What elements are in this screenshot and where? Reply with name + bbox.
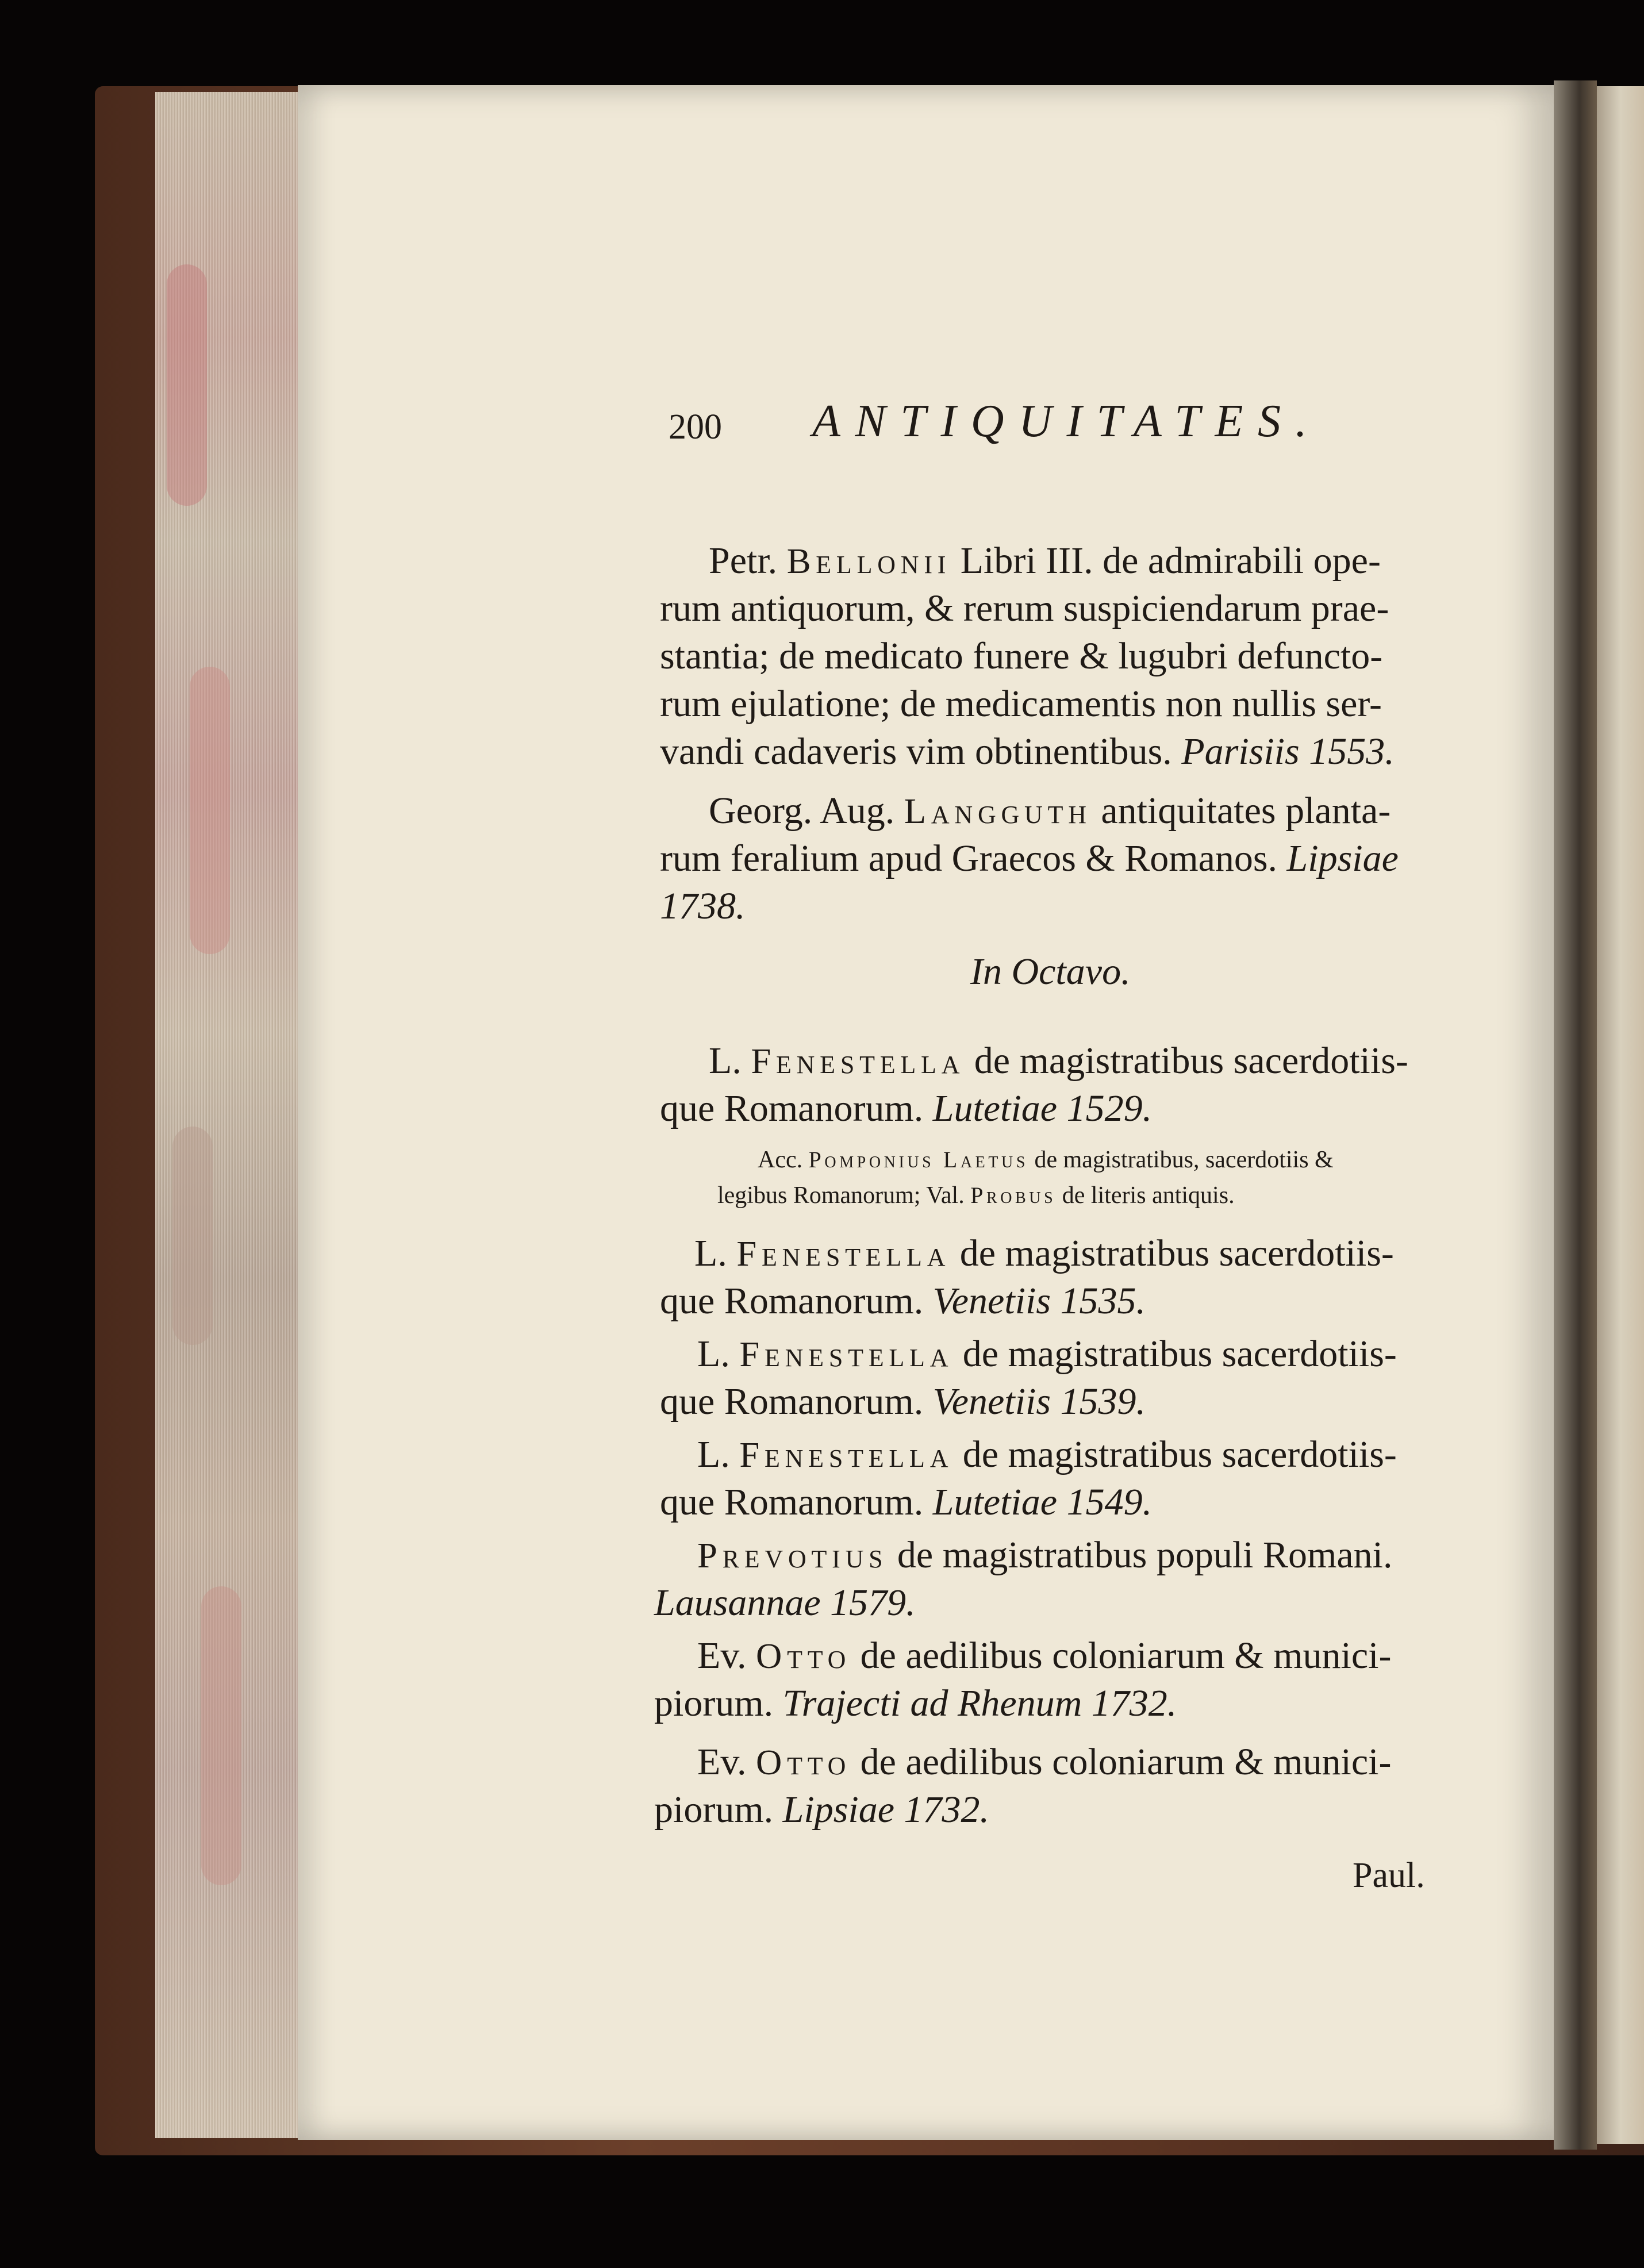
page-number: 200	[669, 408, 722, 447]
entry-text: L.	[697, 1433, 740, 1475]
entry-line	[660, 1481, 1152, 1524]
entry-line	[697, 1740, 1391, 1784]
author-name: Otto	[756, 1636, 851, 1676]
entry-text: que Romanorum.	[660, 1280, 933, 1322]
entry-line	[697, 1533, 1393, 1577]
entry-line	[660, 1380, 1146, 1424]
imprint: Lipsiae	[1286, 837, 1399, 879]
entry-text: de magistratibus populi Romani.	[888, 1534, 1393, 1576]
entry-text: Georg. Aug.	[709, 790, 904, 832]
entry-text: de magistratibus sacerdotiis-	[953, 1333, 1397, 1375]
entry-text: L.	[697, 1333, 740, 1375]
entry-line	[654, 1682, 1177, 1725]
entry-text: rum feralium apud Graecos & Romanos.	[660, 837, 1287, 879]
section-heading: In Octavo.	[970, 951, 1131, 993]
facing-page-edge	[1597, 86, 1644, 2144]
entry-line	[709, 1039, 1408, 1083]
entry-text: rum ejulatione; de medicamentis non nullis ser-	[660, 683, 1382, 725]
entry-line	[697, 1433, 1397, 1477]
entry-text: que Romanorum.	[660, 1087, 933, 1129]
entry-text: que Romanorum.	[660, 1481, 933, 1523]
entry-text: piorum.	[654, 1682, 783, 1724]
imprint: Venetiis 1539.	[932, 1381, 1146, 1423]
author-name: Fenestella	[751, 1041, 965, 1081]
entry-text: vandi cadaveris vim obtinentibus.	[660, 731, 1182, 772]
entry-line	[709, 789, 1391, 833]
gutter-shadow	[1554, 80, 1597, 2150]
entry-text: de literis antiquis.	[1056, 1182, 1235, 1209]
entry-text: que Romanorum.	[660, 1381, 933, 1423]
entry-line	[660, 837, 1399, 881]
entry-line	[654, 1581, 916, 1625]
imprint: Lutetiae 1549.	[932, 1481, 1153, 1523]
entry-text: L.	[709, 1040, 751, 1082]
author-name: Pomponius Laetus	[808, 1147, 1028, 1173]
entry-text: de magistratibus sacerdotiis-	[953, 1433, 1397, 1475]
entry-text: de magistratibus sacerdotiis-	[950, 1232, 1394, 1274]
author-name: Fenestella	[736, 1233, 951, 1274]
entry-text: legibus Romanorum; Val.	[717, 1182, 971, 1209]
author-name: Prevotius	[697, 1535, 888, 1575]
imprint: Venetiis 1535.	[932, 1280, 1146, 1322]
entry-text: rum antiquorum, & rerum suspiciendarum prae-	[660, 587, 1389, 629]
entry-line	[709, 539, 1381, 583]
imprint: Trajecti ad Rhenum 1732.	[782, 1682, 1177, 1724]
entry-text: Acc.	[758, 1147, 809, 1173]
entry-text: Ev.	[697, 1741, 756, 1783]
entry-text: de magistratibus sacerdotiis-	[965, 1040, 1408, 1082]
entry-line	[660, 587, 1389, 631]
imprint: Lausannae 1579.	[654, 1582, 916, 1624]
entry-text: de magistratibus, sacerdotiis &	[1028, 1147, 1334, 1173]
entry-line	[697, 1634, 1391, 1678]
imprint: Lutetiae 1529.	[932, 1087, 1153, 1129]
entry-line	[660, 885, 746, 928]
author-name: Fenestella	[739, 1435, 954, 1475]
entry-text: piorum.	[654, 1789, 783, 1831]
author-name: Bellonii	[786, 541, 951, 581]
author-name: Langguth	[904, 791, 1092, 831]
entry-text: Libri III. de admirabili ope-	[951, 540, 1381, 582]
entry-text: stantia; de medicato funere & lugubri defuncto-	[660, 635, 1383, 677]
author-name: Probus	[970, 1182, 1057, 1208]
entry-text: Ev.	[697, 1635, 756, 1677]
entry-text: Petr.	[709, 540, 787, 582]
entry-line	[660, 635, 1382, 678]
imprint: Parisiis 1553.	[1181, 731, 1395, 772]
entry-line	[660, 682, 1382, 726]
entry-line	[660, 1087, 1152, 1131]
entry-line	[758, 1146, 1334, 1174]
page	[298, 85, 1554, 2140]
entry-line	[694, 1232, 1394, 1275]
entry-line	[654, 1788, 989, 1832]
entry-line	[660, 730, 1395, 774]
author-name: Fenestella	[739, 1334, 954, 1374]
entry-text: L.	[694, 1232, 737, 1274]
author-name: Otto	[756, 1742, 851, 1782]
entry-line	[717, 1182, 1235, 1209]
imprint: Lipsiae 1732.	[782, 1789, 990, 1831]
entry-line	[660, 1279, 1146, 1323]
entry-text: de aedilibus coloniarum & munici-	[851, 1741, 1392, 1783]
running-title: ANTIQUITATES.	[812, 396, 1322, 447]
catchword: Paul.	[1353, 1856, 1425, 1895]
marbled-page-edge	[155, 92, 299, 2138]
entry-text: antiquitates planta-	[1091, 790, 1391, 832]
entry-line	[697, 1332, 1397, 1376]
imprint: 1738.	[660, 885, 746, 927]
entry-text: de aedilibus coloniarum & munici-	[851, 1635, 1392, 1677]
